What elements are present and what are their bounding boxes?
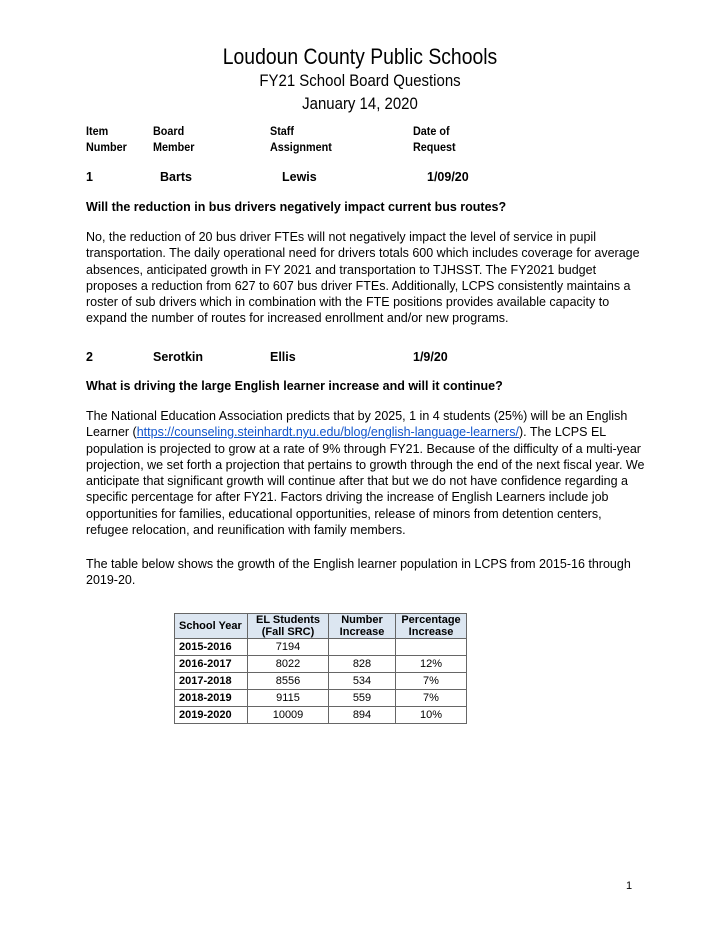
table-header-number-line2: Increase (339, 626, 385, 638)
table-intro: The table below shows the growth of the English learner population in LCPS from 2015-16 through 2019-20. (86, 557, 631, 588)
table-cell-el-students: 7194 (248, 639, 329, 656)
table-cell-percentage-increase: 10% (396, 707, 467, 724)
item-1-staff: Lewis (282, 170, 317, 184)
column-header-board-line1: Board (153, 124, 185, 138)
table-row (175, 690, 467, 707)
item-1-date: 1/09/20 (427, 170, 469, 184)
item-2-member: Serotkin (153, 350, 204, 364)
table-cell-number-increase: 894 (329, 707, 396, 724)
column-header-item (86, 123, 127, 155)
table-cell-percentage-increase: 7% (396, 690, 467, 707)
table-cell-year: 2016-2017 (175, 656, 248, 673)
table-header-number-increase (329, 614, 396, 639)
table-row (175, 656, 467, 673)
table-header-percentage-line2: Increase (408, 626, 454, 638)
table-cell-el-students: 10009 (248, 707, 329, 724)
column-header-staff-line2: Assignment (270, 140, 332, 154)
table-row (175, 639, 467, 656)
table-cell-el-students: 8022 (248, 656, 329, 673)
column-header-staff (270, 123, 332, 155)
table-cell-number-increase (329, 639, 396, 656)
column-header-request (413, 123, 456, 155)
item-2-answer-body: ). The LCPS EL population is projected to grow at a rate of 9% through FY21. Because of the difficulty of a multi-year projection, we set forth a projection that pertains to growth through the end of the next fiscal year. We anticipate that significant growth will continue after that but we do not have confidence regarding a specific percentage for after FY21. Factors driving the increase of English Learners include job opportunities for families, educational opportunities, release of minors from detention centers, refugee relocation, and reunification with family members. (86, 425, 645, 538)
table-header-el-students-line1: EL Students (256, 614, 320, 626)
table-cell-number-increase: 559 (329, 690, 396, 707)
table-header-percentage-line1: Percentage (401, 614, 461, 626)
el-growth-table (174, 613, 467, 724)
table-header-percentage-increase (396, 614, 467, 639)
column-header-board-line2: Member (153, 140, 195, 154)
document-title: Loudoun County Public Schools (222, 44, 498, 69)
column-header-request-line2: Request (413, 140, 456, 154)
table-cell-percentage-increase (396, 639, 467, 656)
nea-source-link[interactable]: https://counseling.steinhardt.nyu.edu/blog/english-language-learners/ (136, 425, 519, 440)
table-cell-number-increase: 534 (329, 673, 396, 690)
table-cell-year: 2018-2019 (175, 690, 248, 707)
item-2-staff: Ellis (270, 350, 296, 364)
item-1-answer: No, the reduction of 20 bus driver FTEs will not negatively impact the level of service in pupil transportation. The daily operational need for drivers totals 600 which includes coverage for average absences, anticipated growth in FY 2021 and transportation to TJHSST. The FY2021 budget proposes a reduction from 627 to 607 bus driver FTEs. Additionally, LCPS consistently maintains a roster of sub drivers which in combination with the FTE positions provides available capacity to expand the number of routes for increased enrollment and/or new programs. (86, 230, 640, 326)
table-cell-year: 2015-2016 (175, 639, 248, 656)
table-header-el-students (248, 614, 329, 639)
table-cell-year: 2017-2018 (175, 673, 248, 690)
table-cell-number-increase: 828 (329, 656, 396, 673)
table-header-number-line1: Number (341, 614, 383, 626)
column-header-staff-line1: Staff (270, 124, 295, 138)
column-header-request-line1: Date of (413, 124, 450, 138)
table-cell-percentage-increase: 12% (396, 656, 467, 673)
item-2-number: 2 (86, 350, 93, 364)
table-cell-year: 2019-2020 (175, 707, 248, 724)
document-date: January 14, 2020 (302, 94, 418, 113)
table-header-school-year (175, 614, 248, 639)
item-1-question: Will the reduction in bus drivers negatively impact current bus routes? (86, 200, 507, 214)
table-header-row (175, 614, 467, 639)
document-subtitle: FY21 School Board Questions (259, 71, 461, 90)
table-header-el-students-line2: (Fall SRC) (261, 626, 315, 638)
item-2-question: What is driving the large English learner increase and will it continue? (86, 379, 503, 393)
table-cell-el-students: 9115 (248, 690, 329, 707)
table-cell-el-students: 8556 (248, 673, 329, 690)
item-2-answer (86, 408, 646, 538)
table-header-school-year-label: School Year (179, 620, 242, 632)
item-2-answer-intro: The National Education Association predicts that by 2025, 1 in 4 students (25%) will be an English Learner ( (86, 409, 628, 440)
column-header-item-line2: Number (86, 140, 127, 154)
column-header-item-line1: Item (86, 124, 109, 138)
table-row (175, 673, 467, 690)
column-header-board (153, 123, 194, 155)
page-number: 1 (626, 880, 633, 892)
table-cell-percentage-increase: 7% (396, 673, 467, 690)
item-1-number: 1 (86, 170, 93, 184)
item-2-date: 1/9/20 (413, 350, 448, 364)
item-1-member: Barts (160, 170, 192, 184)
table-row (175, 707, 467, 724)
